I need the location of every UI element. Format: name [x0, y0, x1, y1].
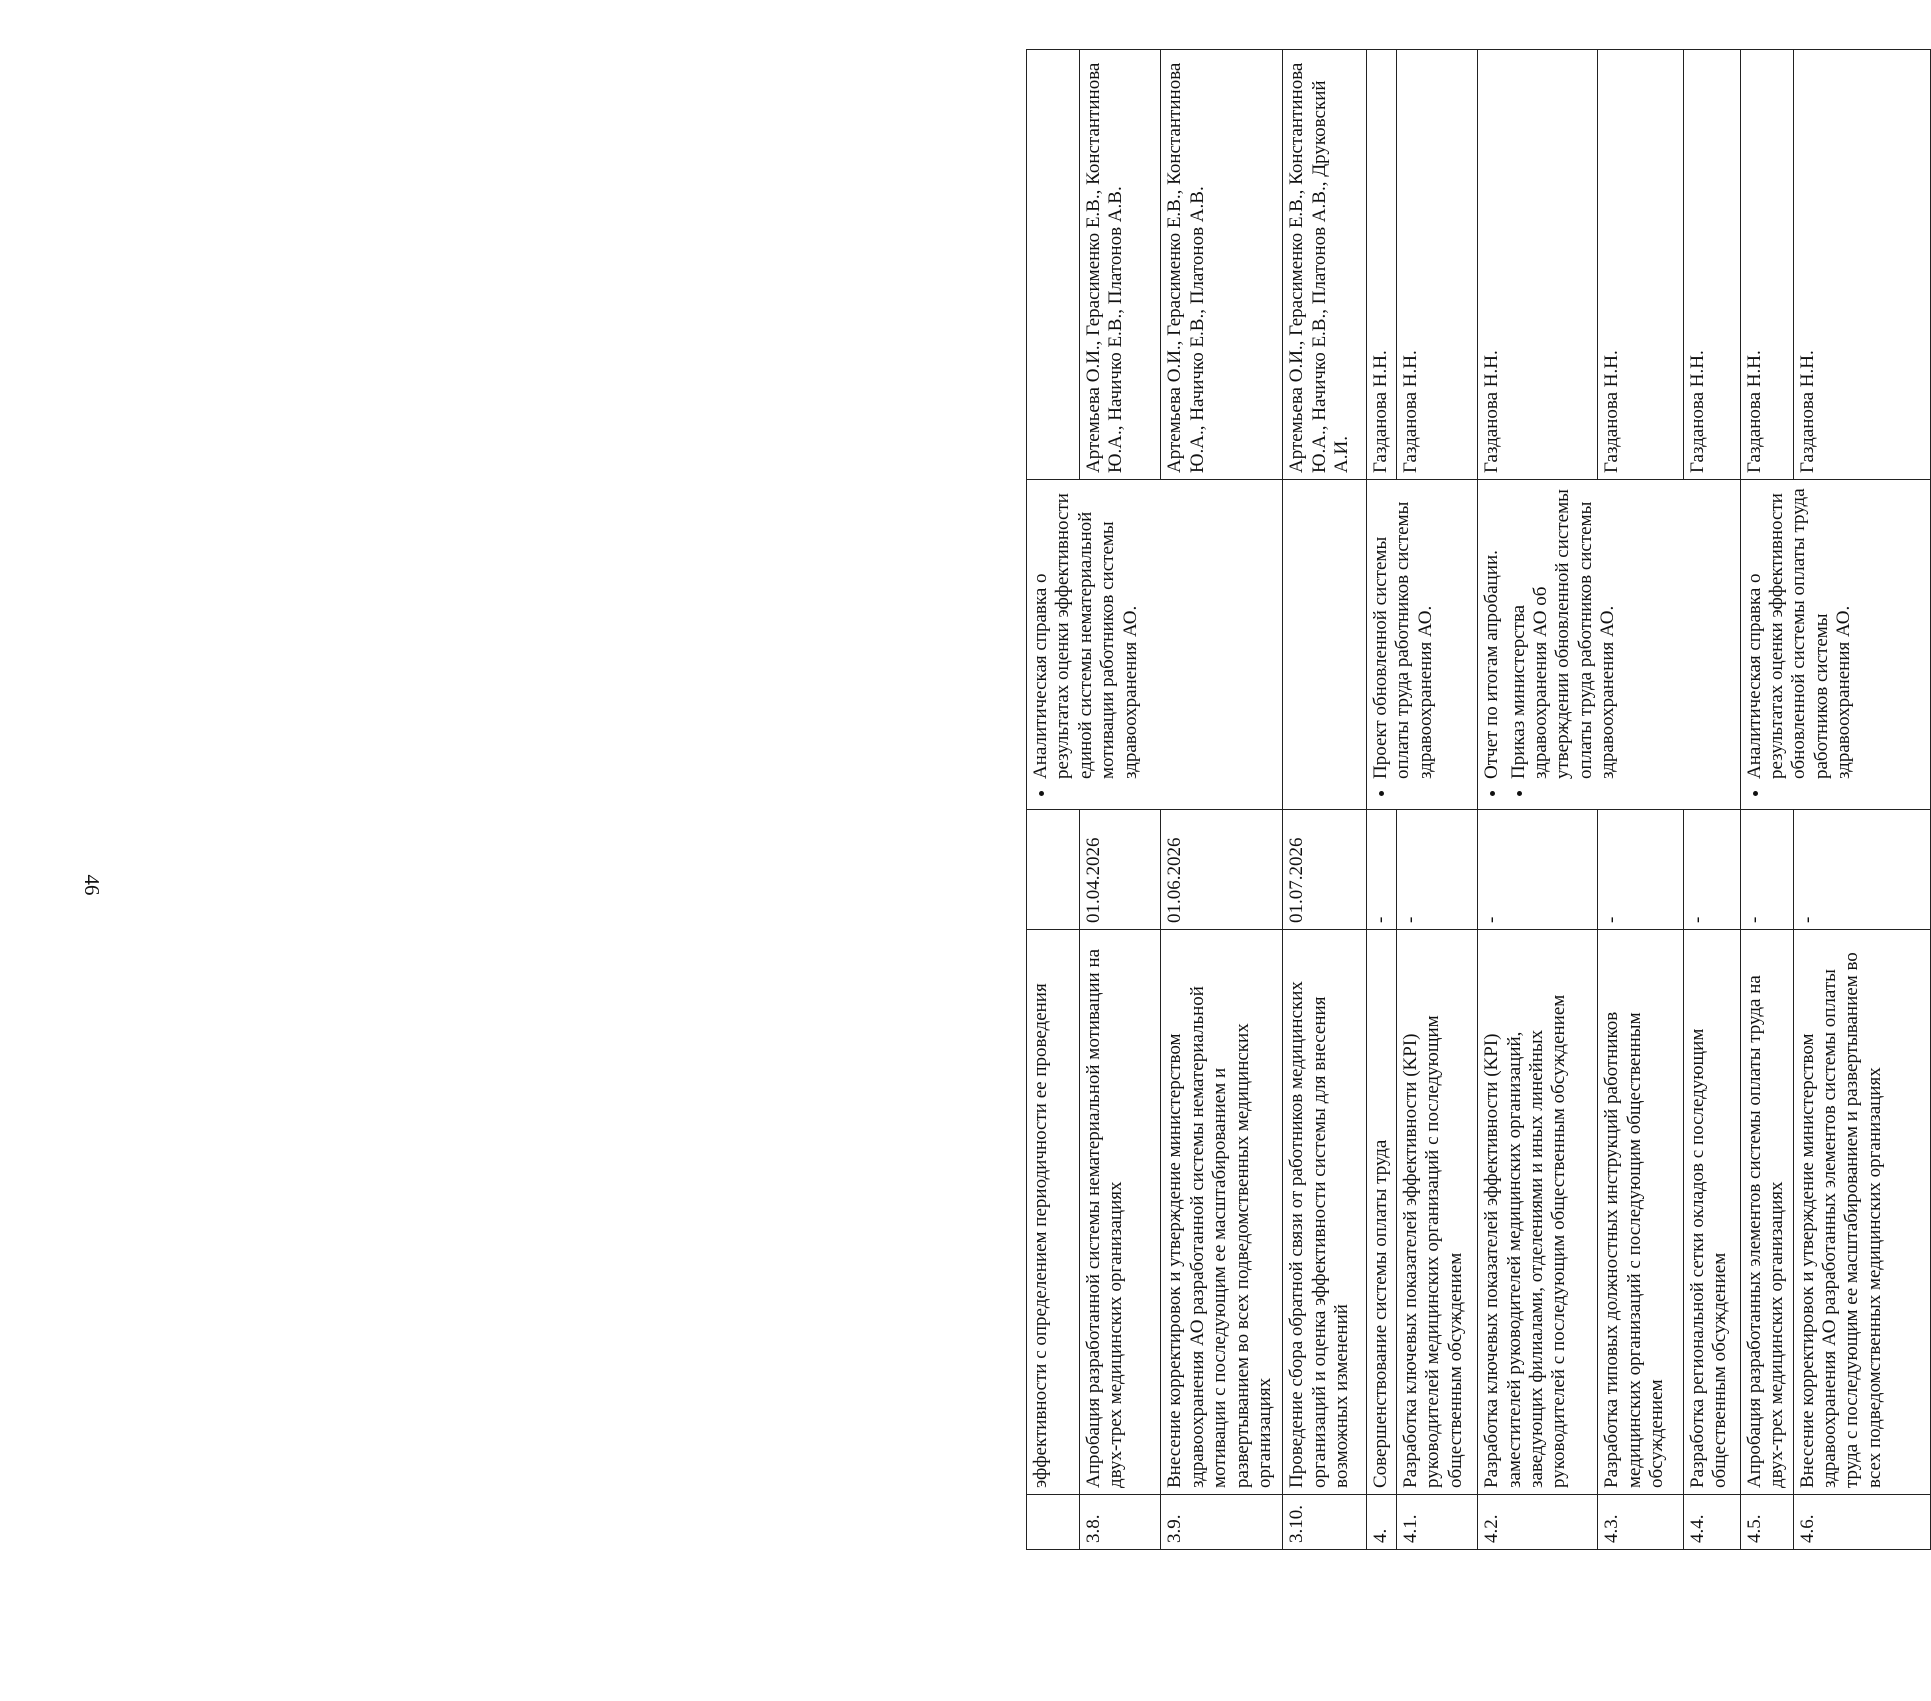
owners-cell: Артемьева О.И., Герасименко Е.В., Константинова Ю.А., Начичко Е.В., Платонов А.В. [1079, 50, 1160, 480]
task-cell: Разработка региональной сетки окладов с последующим общественным обсуждением [1683, 930, 1740, 1495]
results-cell [1283, 480, 1366, 810]
results-cell [1027, 480, 1283, 810]
row-number: 4.3. [1598, 1495, 1683, 1550]
owners-cell: Газданова Н.Н. [1598, 50, 1683, 480]
result-item: • Приказ министерства здравоохранения АО об утверждении обновленной системы оплаты труда работников системы здравоохранения АО. [1508, 486, 1620, 779]
task-cell: Апробация разработанной системы нематериальной мотивации на двух-трех медицинских организациях [1079, 930, 1160, 1495]
row-number: 4.6. [1793, 1495, 1930, 1550]
row-number: 4.4. [1683, 1495, 1740, 1550]
owners-cell: Артемьева О.И., Герасименко Е.В., Константинова Ю.А., Начичко Е.В., Платонов А.В. [1161, 50, 1283, 480]
owners-cell: Артемьева О.И., Герасименко Е.В., Константинова Ю.А., Начичко Е.В., Платонов А.В., Друковский А.И. [1283, 50, 1366, 480]
task-cell: эффективности с определением периодичности ее проведения [1027, 930, 1080, 1495]
owners-cell: Газданова Н.Н. [1478, 50, 1598, 480]
date-cell: - [1740, 810, 1793, 930]
date-cell: 01.06.2026 [1161, 810, 1283, 930]
results-cell [1366, 480, 1477, 810]
table-row [1366, 50, 1396, 1550]
date-cell: 01.07.2026 [1283, 810, 1366, 930]
row-number: 3.9. [1161, 1495, 1283, 1550]
table-row [1027, 50, 1080, 1550]
row-number: 4.5. [1740, 1495, 1793, 1550]
task-cell: Проведение сбора обратной связи от работников медицинских организаций и оценка эффективности системы для внесения возможных изменений [1283, 930, 1366, 1495]
row-number: 4.1. [1396, 1495, 1477, 1550]
date-cell: - [1478, 810, 1598, 930]
task-cell: Разработка ключевых показателей эффективности (KPI) руководителей медицинских организаций с последующим общественным обсуждением [1396, 930, 1477, 1495]
results-cell [1478, 480, 1741, 810]
task-cell: Разработка типовых должностных инструкций работников медицинских организаций с последующим общественным обсуждением [1598, 930, 1683, 1495]
date-cell: - [1683, 810, 1740, 930]
date-cell: - [1366, 810, 1396, 930]
row-number: 4.2. [1478, 1495, 1598, 1550]
result-item: • Аналитическая справка о результатах оценки эффективности обновленной системы оплаты труда работников системы здравоохранения АО. [1744, 486, 1856, 779]
row-number [1027, 1495, 1080, 1550]
task-cell: Апробация разработанных элементов системы оплаты труда на двух-трех медицинских организациях [1740, 930, 1793, 1495]
table-row [1478, 50, 1598, 1550]
date-cell: - [1793, 810, 1930, 930]
date-cell [1027, 810, 1080, 930]
owners-cell: Газданова Н.Н. [1793, 50, 1930, 480]
owners-cell: Газданова Н.Н. [1396, 50, 1477, 480]
table-row [1283, 50, 1366, 1550]
task-cell: Внесение корректировок и утверждение министерством здравоохранения АО разработанной системы нематериальной мотивации с последующим ее масштабированием и развертыванием во всех подведомственных медицинских организациях [1161, 930, 1283, 1495]
result-item: • Аналитическая справка о результатах оценки эффективности единой системы нематериальной мотивации работников системы здравоохранения АО. [1030, 486, 1142, 779]
row-number: 4. [1366, 1495, 1396, 1550]
row-number: 3.10. [1283, 1495, 1366, 1550]
date-cell: - [1396, 810, 1477, 930]
result-item: • Проект обновленной системы оплаты труда работников системы здравоохранения АО. [1370, 486, 1437, 779]
owners-cell [1027, 50, 1080, 480]
owners-cell: Газданова Н.Н. [1366, 50, 1396, 480]
owners-cell: Газданова Н.Н. [1740, 50, 1793, 480]
page-number: 46 [80, 874, 104, 896]
task-cell: Внесение корректировок и утверждение министерством здравоохранения АО разработанных элементов системы оплаты труда с последующим ее масштабированием и развертыванием во всех подведомственных медицинских организациях [1793, 930, 1930, 1495]
task-cell: Совершенствование системы оплаты труда [1366, 930, 1396, 1495]
date-cell: 01.04.2026 [1079, 810, 1160, 930]
table-row [1740, 50, 1793, 1550]
plan-table [1026, 49, 1931, 1550]
result-item: • Отчет по итогам апробации. [1481, 486, 1503, 779]
date-cell: - [1598, 810, 1683, 930]
row-number: 3.8. [1079, 1495, 1160, 1550]
results-cell [1740, 480, 1930, 810]
task-cell: Разработка ключевых показателей эффективности (KPI) заместителей руководителей медицинских организаций, заведующих филиалами, отделениями и иных линейных руководителей с последующим общественным обсуждением [1478, 930, 1598, 1495]
rotated-table-sheet [1026, 50, 1931, 1550]
owners-cell: Газданова Н.Н. [1683, 50, 1740, 480]
